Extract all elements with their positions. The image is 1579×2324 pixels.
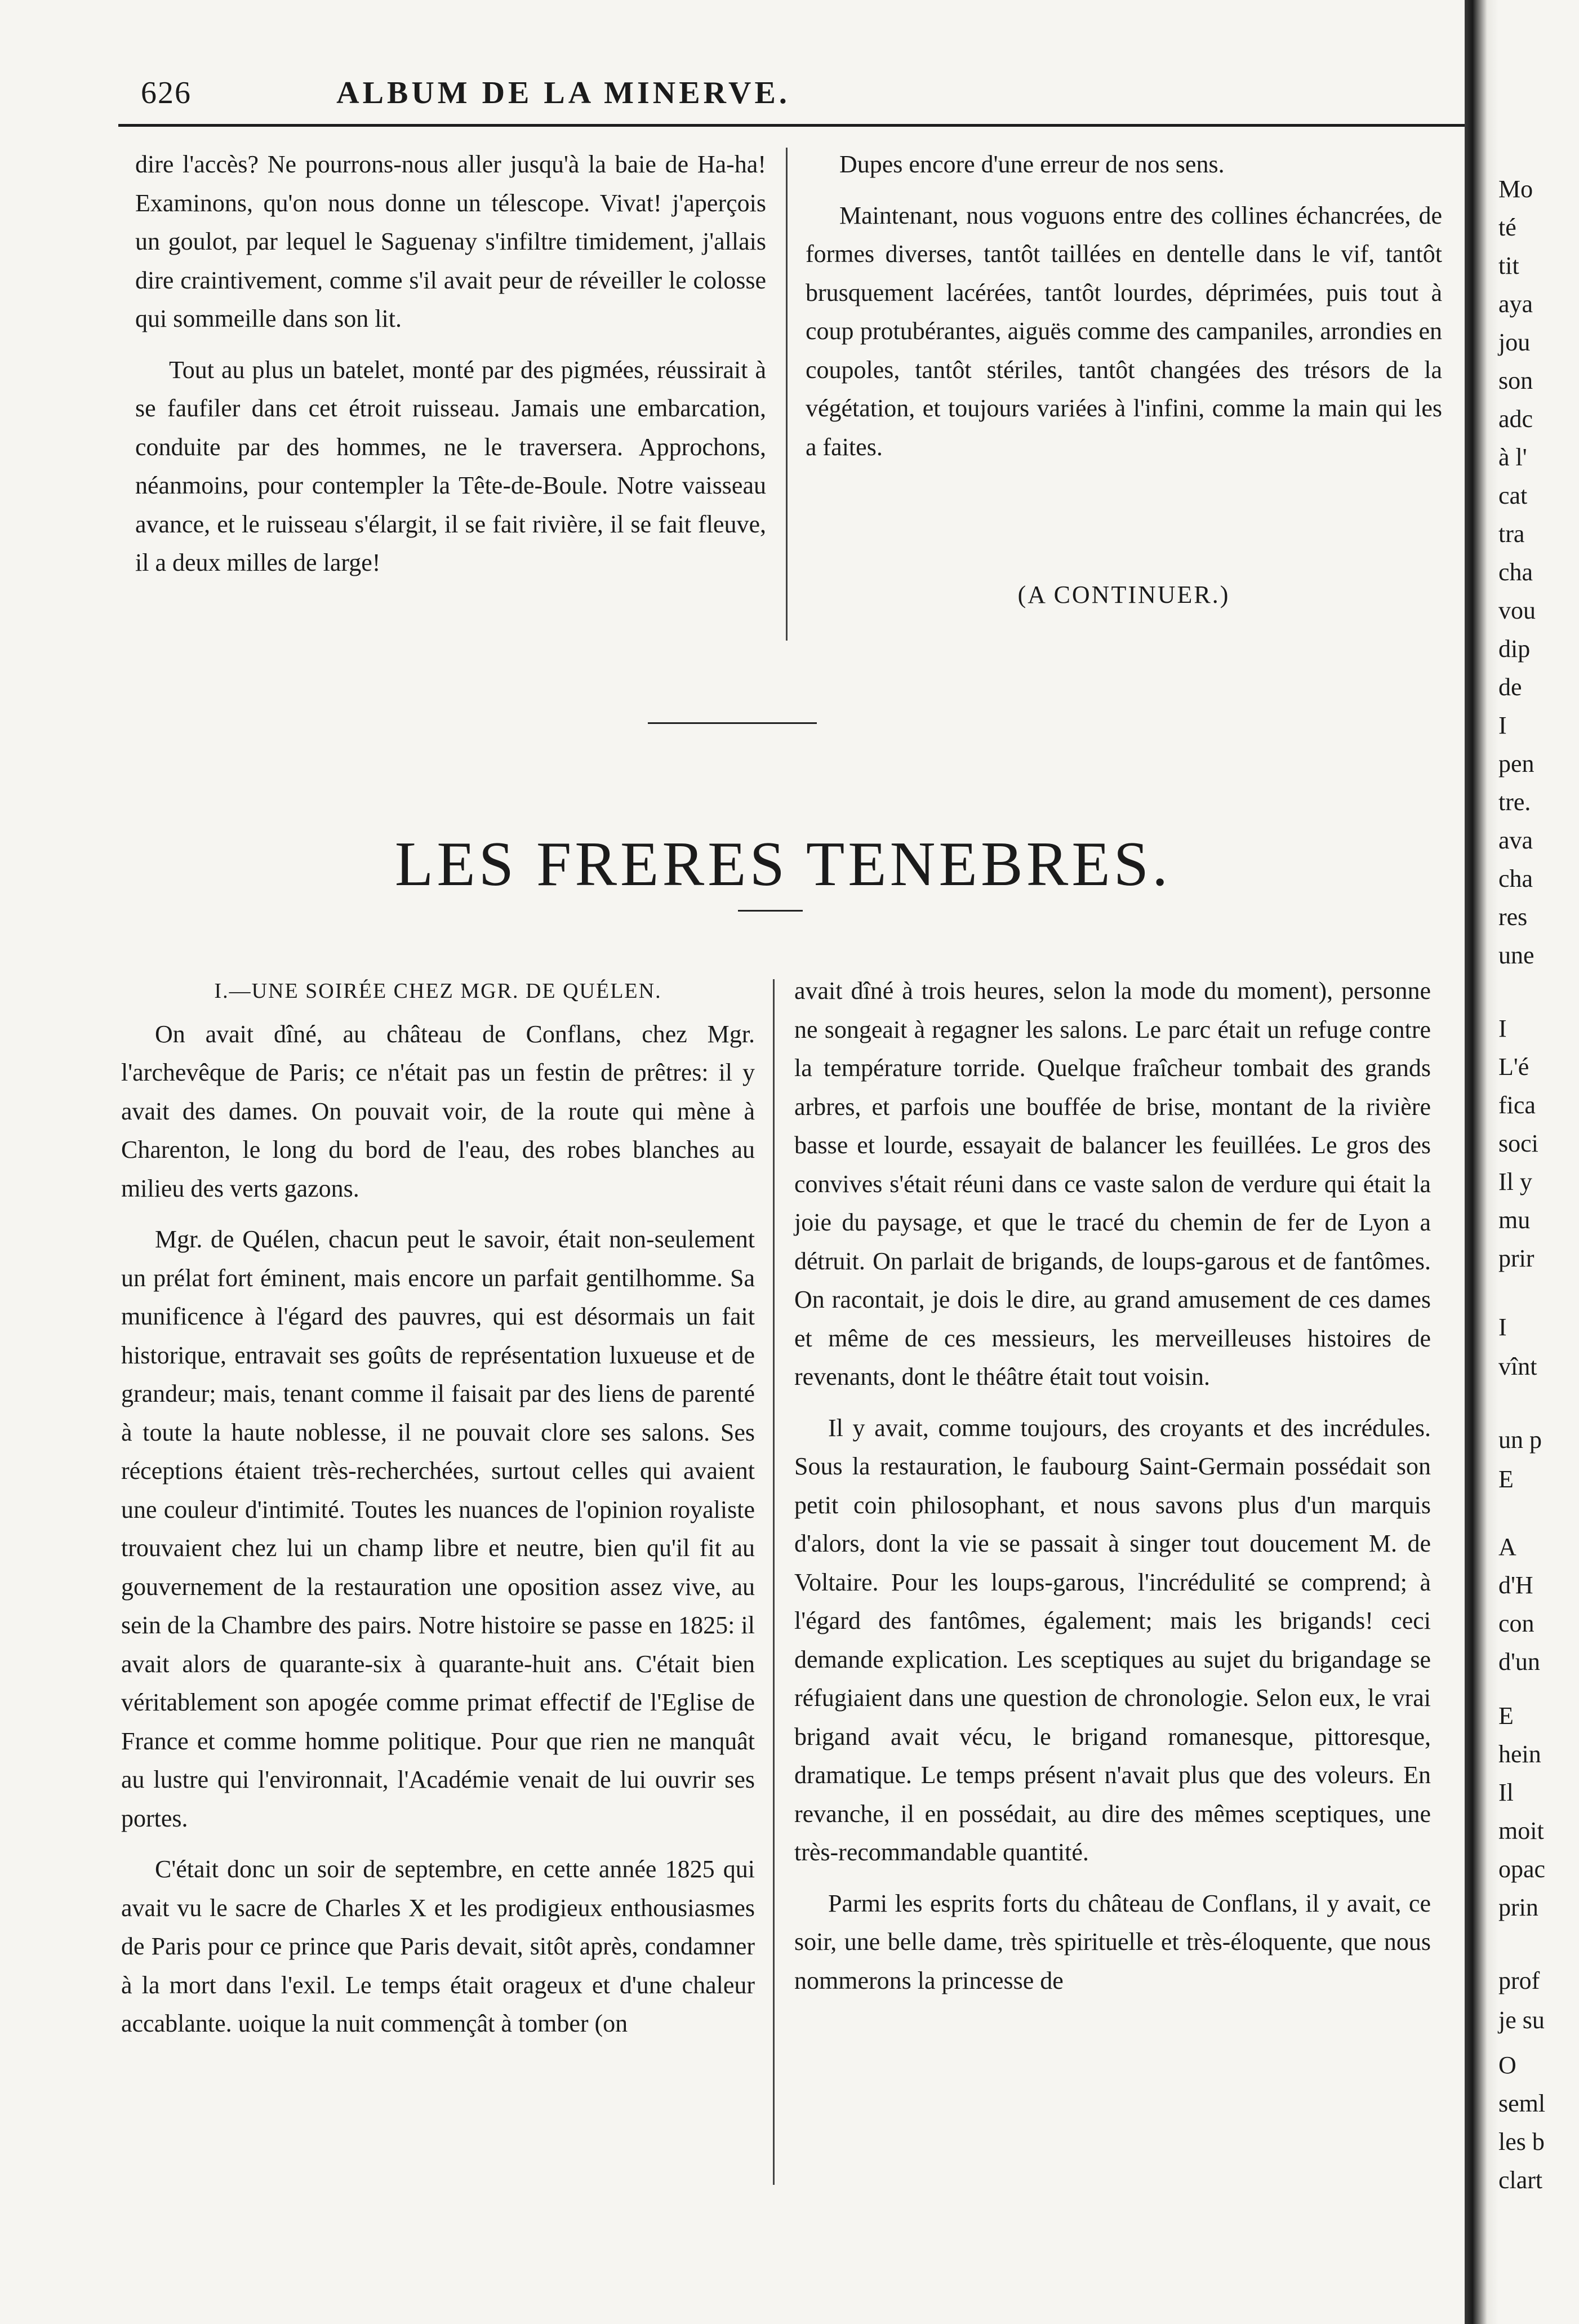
edge-fragment: les b	[1498, 2128, 1545, 2156]
paragraph: Il y avait, comme toujours, des croyants et des incrédules. Sous la restauration, le faubourg Saint-Germain possédait son petit coin philosophant, et nous savons plus d'un marquis d'alors, dont la vie se passait à singer tout doucement M. de Voltaire. Pour les loups-garous, l'incrédulité se comprend; à l'égard des fantômes, également; mais les brigands! ceci demande explication. Les sceptiques au sujet du brigandage se réfugiaient dans une question de chronologie. Selon eux, le vrai brigand avait vécu, le brigand romanesque, pittoresque, dramatique. Le temps présent n'avait plus que des voleurs. En revanche, il en possédait, au dire des mêmes sceptiques, une très-recommandable quantité.	[794, 1414, 1431, 1866]
edge-fragment: hein	[1498, 1740, 1541, 1768]
edge-fragment: vînt	[1498, 1353, 1537, 1380]
edge-fragment: I	[1498, 1015, 1507, 1042]
edge-fragment: prin	[1498, 1894, 1538, 1921]
running-head	[121, 70, 1006, 124]
edge-fragment: mu	[1498, 1206, 1531, 1234]
edge-fragment: cat	[1498, 482, 1528, 509]
edge-fragment: con	[1498, 1610, 1534, 1637]
title-rule	[738, 910, 803, 912]
edge-fragment: soci	[1498, 1130, 1538, 1157]
separator-rule	[648, 722, 817, 724]
edge-fragment: té	[1498, 214, 1516, 241]
edge-fragment: prir	[1498, 1245, 1534, 1272]
edge-fragment: I	[1498, 1313, 1507, 1341]
article-left-column	[121, 972, 755, 2043]
edge-fragment: I	[1498, 712, 1507, 739]
edge-fragment: opac	[1498, 1855, 1546, 1883]
paragraph: Tout au plus un batelet, monté par des pigmées, réussirait à se faufiler dans cet étroit ruisseau. Jamais une embarcation, conduite par des hommes, ne le traversera. Approchons, néanmoins, pour contempler la Tête-de-Boule. Notre vaisseau avance, et le ruisseau s'élargit, il se fait rivière, il se fait fleuve, il a deux milles de large!	[135, 356, 766, 576]
header-rule	[118, 124, 1465, 127]
edge-fragment: O	[1498, 2051, 1516, 2079]
paragraph: On avait dîné, au château de Conflans, chez Mgr. l'archevêque de Paris; ce n'était pas un festin de prêtres: il y avait des dames. On pouvait voir, de la route qui mène à Charenton, le long du bord de l'eau, des robes blanches au milieu des verts gazons.	[121, 1020, 755, 1202]
previous-article-right-column	[806, 145, 1442, 466]
paragraph: dire l'accès? Ne pourrons-nous aller jusqu'à la baie de Ha-ha! Examinons, qu'on nous donne un télescope. Vivat! j'aperçois un goulot, par lequel le Saguenay s'infiltre timidement, j'allais dire craintivement, comme s'il avait peur de réveiller le colosse qui sommeille dans son lit.	[135, 150, 766, 332]
edge-fragment: E	[1498, 1702, 1514, 1730]
edge-fragment: cha	[1498, 558, 1533, 586]
paragraph: Parmi les esprits forts du château de Conflans, il y avait, ce soir, une belle dame, très spirituelle et très-éloquente, que nous nommerons la princesse de	[794, 1889, 1431, 1994]
edge-fragment: res	[1498, 903, 1528, 931]
paragraph: Maintenant, nous voguons entre des collines échancrées, de formes diverses, tantôt taillées en dentelle dans le vif, tantôt brusquement lacérées, tantôt lourdes, déprimées, puis tout à coup protubérantes, aiguës comme des campaniles, arrondies en coupoles, tantôt stériles, tantôt changées des trésors de la végétation, et toujours variées à l'infini, comme la main qui les a faites.	[806, 201, 1442, 461]
article-right-column	[794, 972, 1431, 2000]
edge-fragment: un p	[1498, 1426, 1542, 1454]
page-number: 626	[141, 75, 192, 110]
edge-fragment: Il y	[1498, 1168, 1532, 1196]
paragraph: Mgr. de Quélen, chacun peut le savoir, était non-seulement un prélat fort éminent, mais encore un parfait gentilhomme. Sa munificence à l'égard des pauvres, qui est désormais un fait historique, entravait ses goûts de représentation luxueuse et de grandeur; mais, tenant comme il faisait par des liens de parenté à toute la haute noblesse, il ne pouvait clore ses salons. Ses réceptions étaient très-recherchées, surtout celles qui avaient une couleur d'intimité. Toutes les nuances de l'opinion royaliste trouvaient chez lui un champ libre et neutre, bien qu'il fit au gouvernement de la restauration une oposition assez vive, au sein de la Chambre des pairs. Notre histoire se passe en 1825: il avait alors de quarante-six à quarante-huit ans. C'était bien véritablement son apogée comme primat effectif de l'Eglise de France et comme homme politique. Pour que rien ne manquât au lustre qui l'environnait, l'Académie venait de lui ouvrir ses portes.	[121, 1225, 755, 1832]
journal-title: ALBUM DE LA MINERVE.	[336, 75, 790, 110]
edge-fragment: seml	[1498, 2090, 1546, 2117]
facing-page-edge	[1465, 0, 1579, 2324]
edge-fragment: dip	[1498, 635, 1531, 663]
edge-fragment: cha	[1498, 865, 1533, 892]
column-divider	[773, 979, 775, 2185]
edge-fragment: vou	[1498, 597, 1536, 624]
edge-fragment: son	[1498, 367, 1533, 394]
edge-fragment: une	[1498, 941, 1534, 969]
edge-fragment: Mo	[1498, 175, 1533, 203]
edge-fragment: je su	[1498, 2006, 1545, 2034]
edge-fragment: fica	[1498, 1091, 1536, 1119]
edge-fragment: A	[1498, 1533, 1516, 1561]
edge-fragment: d'H	[1498, 1571, 1533, 1599]
edge-fragment: prof	[1498, 1967, 1540, 1994]
edge-fragment: à l'	[1498, 443, 1527, 471]
edge-fragment: clart	[1498, 2166, 1543, 2194]
article-title: LES FRERES TENEBRES.	[394, 829, 1172, 900]
edge-fragment: aya	[1498, 290, 1533, 318]
edge-fragment: jou	[1498, 328, 1531, 356]
edge-fragment: L'é	[1498, 1053, 1529, 1081]
edge-fragment: moit	[1498, 1817, 1544, 1845]
edge-fragment: de	[1498, 673, 1522, 701]
section-heading: I.—UNE SOIRÉE CHEZ MGR. DE QUÉLEN.	[214, 979, 662, 1003]
continuation-note: (A CONTINUER.)	[1017, 581, 1230, 608]
edge-fragment: tit	[1498, 252, 1519, 279]
column-divider	[786, 148, 788, 641]
previous-article-left-column	[135, 145, 766, 583]
edge-fragment: tra	[1498, 520, 1525, 548]
paragraph: Dupes encore d'une erreur de nos sens.	[839, 150, 1225, 178]
edge-fragment: Il	[1498, 1779, 1514, 1806]
edge-fragment: pen	[1498, 750, 1534, 777]
edge-fragment: d'un	[1498, 1648, 1540, 1676]
edge-fragment: adc	[1498, 405, 1533, 433]
paragraph: C'était donc un soir de septembre, en cette année 1825 qui avait vu le sacre de Charles X et les prodigieux enthousiasmes de Paris pour ce prince que Paris devait, sitôt après, condamner à la mort dans l'exil. Le temps était orageux et d'une chaleur accablante. uoique la nuit commençât à tomber (on	[121, 1855, 755, 2037]
paragraph: avait dîné à trois heures, selon la mode du moment), personne ne songeait à regagner les salons. Le parc était un refuge contre la température torride. Quelque fraîcheur tombait des grands arbres, et parfois une bouffée de brise, montant de la rivière basse et lourde, essayait de balancer les feuillées. Le gros des convives s'était réuni dans ce vaste salon de verdure qui était la joie du paysage, et que le tracé du chemin de fer de Lyon a détruit. On parlait de brigands, de loups-garous et de fantômes. On racontait, je dois le dire, au grand amusement de ces dames et même de ces messieurs, les merveilleuses histoires de revenants, dont le théâtre était tout voisin.	[794, 977, 1431, 1390]
edge-fragment: tre.	[1498, 788, 1531, 816]
edge-fragment: ava	[1498, 826, 1533, 854]
edge-fragment: E	[1498, 1465, 1514, 1493]
